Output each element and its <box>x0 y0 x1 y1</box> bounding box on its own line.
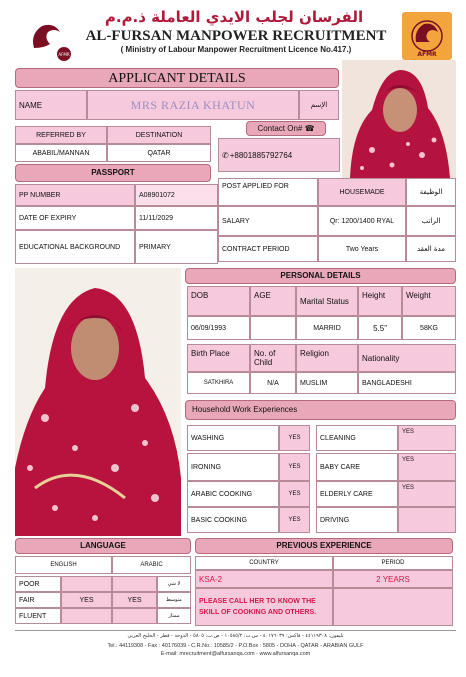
expiry-label: DATE OF EXPIRY <box>15 206 135 230</box>
nationality-label: Nationality <box>358 344 456 372</box>
education-label: EDUCATIONAL BACKGROUND <box>15 230 135 264</box>
licence-text: ( Ministry of Labour Manpower Recruitment Licence No.417.) <box>120 45 352 54</box>
lang-poor-label: POOR <box>15 576 61 592</box>
language-col-arabic: ARABIC <box>112 556 191 574</box>
lang-fluent-label: FLUENT <box>15 608 61 624</box>
post-applied-value: HOUSEMADE <box>318 178 406 206</box>
referred-by-label: REFERRED BY <box>15 126 107 144</box>
lang-fair-ar: YES <box>112 592 157 608</box>
age-label: AGE <box>250 286 296 316</box>
expiry-value: 11/11/2029 <box>135 206 218 230</box>
applicant-photo-large <box>15 268 181 536</box>
washing-value: YES <box>279 425 310 451</box>
age-value <box>250 316 296 340</box>
lang-poor-ar <box>112 576 157 592</box>
contract-label-ar: مدة العقد <box>406 236 456 262</box>
lang-fair-ar-label: متوسط <box>157 592 191 608</box>
lang-poor-en <box>61 576 112 592</box>
nationality-value: BANGLADESHI <box>358 372 456 394</box>
post-applied-label: POST APPLIED FOR <box>218 178 318 206</box>
cleaning-value: YES <box>398 425 456 451</box>
birth-place-label: Birth Place <box>187 344 250 372</box>
language-title: LANGUAGE <box>15 538 191 554</box>
contact-label <box>246 121 326 136</box>
marital-status-label: Marital Status <box>296 286 358 316</box>
arabic-company-title: الفرسان لجلب الايدي العاملة ذ.م.م <box>104 8 364 26</box>
marital-status-value: MARRID <box>296 316 358 340</box>
driving-label: DRIVING <box>316 507 398 533</box>
company-name: AL-FURSAN MANPOWER RECRUITMENT <box>85 28 387 44</box>
contract-label: CONTRACT PERIOD <box>218 236 318 262</box>
experience-title: PREVIOUS EXPERIENCE <box>195 538 453 554</box>
driving-value <box>398 507 456 533</box>
contact-number: +8801885792764 <box>229 150 293 160</box>
religion-label: Religion <box>296 344 358 372</box>
ironing-value: YES <box>279 453 310 481</box>
passport-title: PASSPORT <box>15 164 211 182</box>
phone-icon: ☎ <box>304 124 315 133</box>
dob-label: DOB <box>187 286 250 316</box>
referred-by-value: ABABIL/MANNAN <box>15 144 107 162</box>
footer-divider <box>15 630 456 631</box>
weight-value: 58KG <box>402 316 456 340</box>
baby-care-label: BABY CARE <box>316 453 398 481</box>
applicant-photo-small <box>342 60 456 178</box>
arabic-cooking-value: YES <box>279 481 310 507</box>
post-applied-label-ar: الوظيفة <box>406 178 456 206</box>
basic-cooking-label: BASIC COOKING <box>187 507 279 533</box>
birth-place-value: SATKHIRA <box>187 372 250 394</box>
lang-fluent-en <box>61 608 112 624</box>
footer-contact-line: Tel.: 44119308 - Fax : 40176039 - C.R.No.: 10585/2 - P.O.Box : 5805 - DOHA - QATAR - ARABIAN GULF <box>107 643 364 649</box>
experience-note-period <box>333 588 453 626</box>
svg-text:AFMR: AFMR <box>417 51 437 58</box>
education-value: PRIMARY <box>135 230 218 264</box>
destination-label: DESTINATION <box>107 126 211 144</box>
elderly-care-label: ELDERLY CARE <box>316 481 398 507</box>
height-label: Height <box>358 286 402 316</box>
footer-arabic-line: تليفون: ٤٤١١٩٣٠٨ - فاكس: ٤٠١٧٦٠٣٩ - س.ت: ١٠٥٨٥/٢ - ص.ب: ٥٨٠٥ - الدوحة - قطر - الخليج العربي <box>127 633 344 639</box>
experience-col-country: COUNTRY <box>195 556 333 570</box>
height-value: 5.5” <box>358 316 402 340</box>
basic-cooking-value: YES <box>279 507 310 533</box>
language-col-english: ENGLISH <box>15 556 112 574</box>
experience-period-value: 2 YEARS <box>333 570 453 588</box>
salary-label-ar: الراتب <box>406 206 456 236</box>
religion-value: MUSLIM <box>296 372 358 394</box>
children-label: No. of Child <box>250 344 296 372</box>
name-label-ar: الإسم <box>299 90 339 120</box>
left-logo <box>24 14 72 62</box>
lang-fair-label: FAIR <box>15 592 61 608</box>
household-title: Household Work Experiences <box>185 400 456 420</box>
name-label: NAME <box>15 90 87 120</box>
footer-email-line: E-mail: mrecruitment@alfursanqa.com - www.alfursanqa.com <box>160 651 311 657</box>
salary-label: SALARY <box>218 206 318 236</box>
destination-value: QATAR <box>107 144 211 162</box>
lang-fluent-ar <box>112 608 157 624</box>
pp-number-label: PP NUMBER <box>15 184 135 206</box>
experience-col-period: PERIOD <box>333 556 453 570</box>
applicant-details-title: APPLICANT DETAILS <box>15 68 339 88</box>
salary-value: Qr: 1200/1400 RYAL <box>318 206 406 236</box>
personal-details-title: PERSONAL DETAILS <box>185 268 456 284</box>
experience-note: PLEASE CALL HER TO KNOW THE SKILL OF COOKING AND OTHERS. <box>195 588 333 626</box>
pp-number-value: A08901072 <box>135 184 218 206</box>
contact-value <box>218 138 340 172</box>
arabic-cooking-label: ARABIC COOKING <box>187 481 279 507</box>
cleaning-label: CLEANING <box>316 425 398 451</box>
washing-label: WASHING <box>187 425 279 451</box>
right-logo <box>402 12 452 60</box>
name-value: MRS RAZIA KHATUN <box>87 90 299 120</box>
children-value: N/A <box>250 372 296 394</box>
elderly-care-value: YES <box>398 481 456 507</box>
lang-fair-en: YES <box>61 592 112 608</box>
contact-label-text: Contact On# <box>257 124 303 133</box>
experience-country-value: KSA-2 <box>195 570 333 588</box>
dob-value: 06/09/1993 <box>187 316 250 340</box>
svg-text:AFMR: AFMR <box>58 52 70 57</box>
lang-poor-ar-label: لا شي <box>157 576 191 592</box>
weight-label: Weight <box>402 286 456 316</box>
ironing-label: IRONING <box>187 453 279 481</box>
lang-fluent-ar-label: ممتاز <box>157 608 191 624</box>
contract-value: Two Years <box>318 236 406 262</box>
baby-care-value: YES <box>398 453 456 481</box>
whatsapp-icon: ✆ <box>222 150 229 160</box>
